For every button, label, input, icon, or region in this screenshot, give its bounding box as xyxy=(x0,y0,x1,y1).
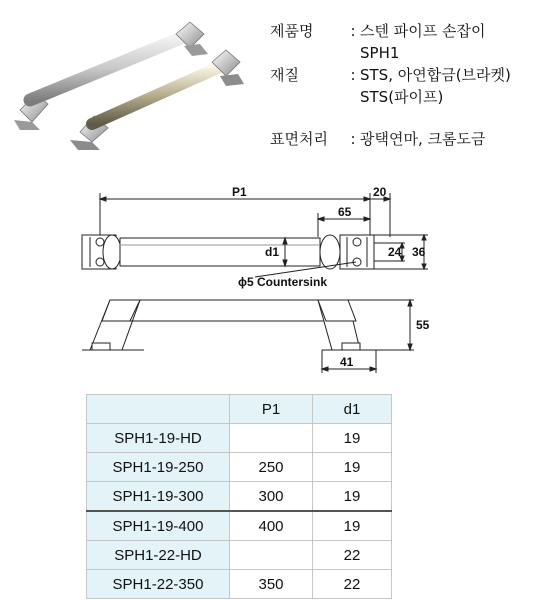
spec-value-line: STS(파이프) xyxy=(360,88,444,106)
spec-value xyxy=(360,128,552,150)
table-row xyxy=(87,424,392,453)
table-cell-p1: 250 xyxy=(230,453,313,482)
table-cell-model: SPH1-19-400 xyxy=(87,511,230,541)
spec-row-product-name xyxy=(270,20,552,64)
dim-label-countersink: ϕ5 Countersink xyxy=(238,275,328,289)
table-cell-model: SPH1-22-HD xyxy=(87,541,230,570)
table-row xyxy=(87,453,392,482)
dim-label-24: 24 xyxy=(388,245,402,259)
table-cell-p1: 300 xyxy=(230,482,313,512)
spec-separator: : xyxy=(350,22,356,40)
spec-row-material xyxy=(270,64,552,108)
table-cell-p1 xyxy=(230,424,313,453)
table-header xyxy=(87,395,230,424)
spec-table xyxy=(86,394,392,599)
spec-value-line: STS, 아연합금(브라켓) xyxy=(360,66,511,84)
table-cell-model: SPH1-19-300 xyxy=(87,482,230,512)
table-cell-d1: 19 xyxy=(313,424,392,453)
table-cell-d1: 19 xyxy=(313,511,392,541)
table-cell-p1 xyxy=(230,541,313,570)
table-row xyxy=(87,511,392,541)
dim-label-d1: d1 xyxy=(265,245,280,259)
dim-label-20: 20 xyxy=(373,185,387,199)
technical-drawing xyxy=(60,185,480,380)
spec-value xyxy=(360,64,552,108)
table-cell-p1: 350 xyxy=(230,570,313,599)
spec-row-surface xyxy=(270,128,552,150)
product-photo xyxy=(0,0,260,160)
table-cell-d1: 22 xyxy=(313,541,392,570)
table-cell-model: SPH1-22-350 xyxy=(87,570,230,599)
spec-block xyxy=(270,20,552,150)
dim-label-p1: P1 xyxy=(232,185,247,199)
spec-value-line: 광택연마, 크롬도금 xyxy=(360,130,486,148)
table-cell-p1: 400 xyxy=(230,511,313,541)
table-header-row xyxy=(87,395,392,424)
spec-label: 표면처리 xyxy=(270,130,328,148)
spec-separator: : xyxy=(350,130,356,148)
dim-label-36: 36 xyxy=(412,245,426,259)
spec-label: 재질 xyxy=(270,66,299,84)
dim-label-41: 41 xyxy=(340,355,354,369)
spec-value-line: 스텐 파이프 손잡이 xyxy=(360,22,486,40)
table-cell-d1: 19 xyxy=(313,453,392,482)
table-header: P1 xyxy=(230,395,313,424)
dim-label-65: 65 xyxy=(338,205,352,219)
table-cell-model: SPH1-19-250 xyxy=(87,453,230,482)
table-cell-model: SPH1-19-HD xyxy=(87,424,230,453)
spec-value xyxy=(360,20,552,64)
table-cell-d1: 19 xyxy=(313,482,392,512)
dim-label-55: 55 xyxy=(416,318,430,332)
spec-label: 제품명 xyxy=(270,22,314,40)
spec-value-line: SPH1 xyxy=(360,44,400,62)
table-row xyxy=(87,541,392,570)
table-row xyxy=(87,570,392,599)
table-row xyxy=(87,482,392,512)
spec-separator: : xyxy=(350,66,356,84)
table-header: d1 xyxy=(313,395,392,424)
table-cell-d1: 22 xyxy=(313,570,392,599)
